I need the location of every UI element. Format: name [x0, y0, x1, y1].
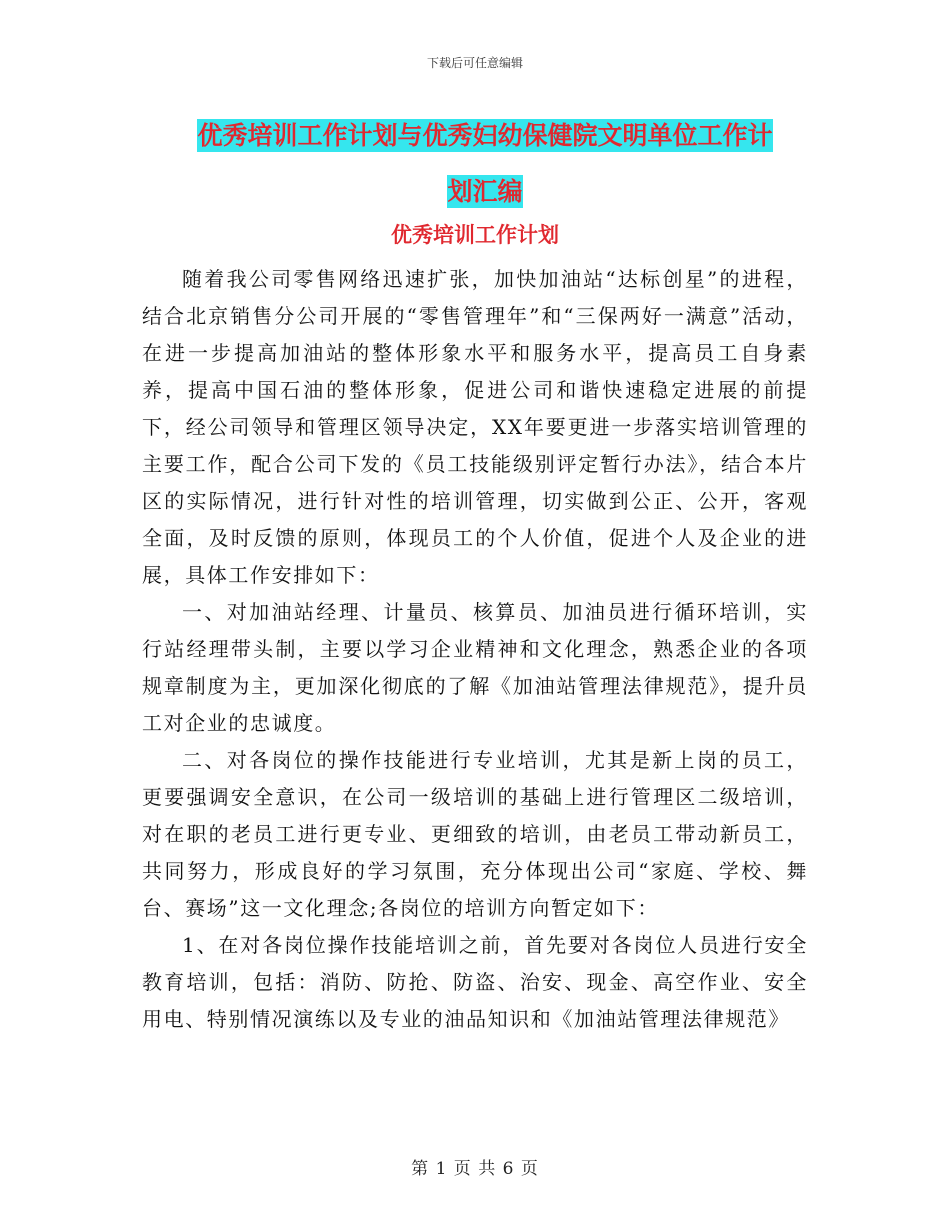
- paragraph: 1、在对各岗位操作技能培训之前，首先要对各岗位人员进行安全教育培训，包括：消防、防抢、防盗、治安、现金、高空作业、安全用电、特别情况演练以及专业的油品知识和《加油站管理法律规范》: [142, 933, 808, 1031]
- page-number: 第 1 页 共 6 页: [411, 1159, 539, 1179]
- paragraph: 二、对各岗位的操作技能进行专业培训，尤其是新上岗的员工，更要强调安全意识，在公司一级培训的基础上进行管理区二级培训，对在职的老员工进行更专业、更细致的培训，由老员工带动新员工，共同努力，形成良好的学习氛围，充分体现出公司“家庭、学校、舞台、赛场”这一文化理念;各岗位的培训方向暂定如下：: [142, 748, 808, 920]
- header-note: 下载后可任意编辑: [426, 56, 523, 70]
- title-line-2: 划汇编: [447, 177, 523, 206]
- paragraph: 随着我公司零售网络迅速扩张，加快加油站“达标创星”的进程，结合北京销售分公司开展的“零售管理年”和“三保两好一满意”活动，在进一步提高加油站的整体形象水平和服务水平，提高员工自身素养，提高中国石油的整体形象，促进公司和谐快速稳定进展的前提下，经公司领导和管理区领导决定，XX年要更进一步落实培训管理的主要工作，配合公司下发的《员工技能级别评定暂行办法》，结合本片区的实际情况，进行针对性的培训管理，切实做到公正、公开，客观全面，及时反馈的原则，体现员工的个人价值，促进个人及企业的进展，具体工作安排如下：: [142, 267, 808, 587]
- section-title: 优秀培训工作计划: [391, 223, 559, 247]
- document-title: [160, 108, 810, 220]
- title-line-1: 优秀培训工作计划与优秀妇幼保健院文明单位工作计: [197, 121, 773, 150]
- paragraph: 一、对加油站经理、计量员、核算员、加油员进行循环培训，实行站经理带头制，主要以学习企业精神和文化理念，熟悉企业的各项规章制度为主，更加深化彻底的了解《加油站管理法律规范》，提升员工对企业的忠诚度。: [142, 600, 808, 735]
- body-text: [142, 261, 808, 1038]
